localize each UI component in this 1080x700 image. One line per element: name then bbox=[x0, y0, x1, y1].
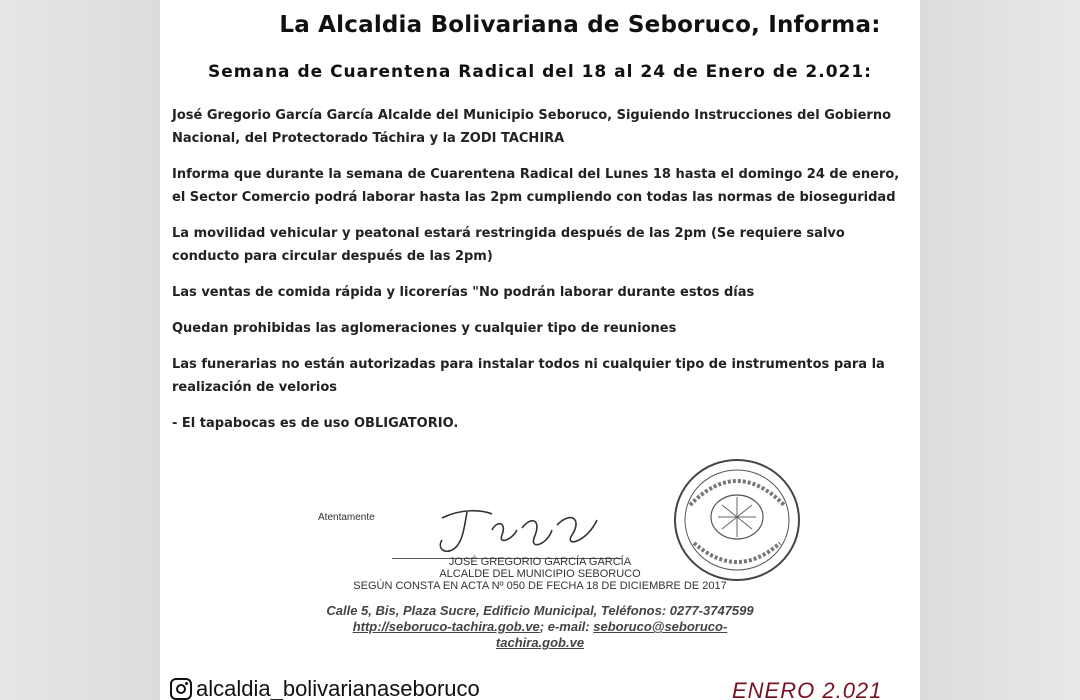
document-title: La Alcaldia Bolivariana de Seboruco, Informa: bbox=[279, 12, 881, 38]
paragraph-intro: José Gregorio García García Alcalde del Municipio Seboruco, Siguiendo Instrucciones del Gobierno Nacional, del Protectorado Táchira y la ZODI TACHIRA bbox=[172, 108, 892, 146]
paragraph-mobility: La movilidad vehicular y peatonal estará restringida después de las 2pm (Se requiere salvo conducto para circular después de las 2pm) bbox=[172, 226, 845, 264]
email-link-part1[interactable]: seboruco@seboruco- bbox=[593, 619, 728, 634]
acta-reference: SEGÚN CONSTA EN ACTA Nº 050 DE FECHA 18 DE DICIEMBRE DE 2017 bbox=[353, 580, 727, 592]
contact-block bbox=[230, 603, 850, 651]
signature-image bbox=[422, 500, 622, 560]
paragraph-food-sales: Las ventas de comida rápida y licorerías "No podrán laborar durante estos días bbox=[172, 285, 755, 300]
instagram-icon bbox=[170, 678, 192, 700]
instagram-handle: alcaldia_bolivarianaseboruco bbox=[196, 676, 480, 700]
background-left-panel bbox=[0, 0, 160, 700]
background-right-panel bbox=[920, 0, 1080, 700]
signatory-role: ALCALDE DEL MUNICIPIO SEBORUCO bbox=[439, 568, 641, 580]
closing-text: Atentamente bbox=[318, 512, 375, 523]
footer-date: ENERO 2.021 bbox=[732, 678, 883, 700]
signatory-name: JOSÉ GREGORIO GARCÍA GARCÍA bbox=[448, 556, 632, 568]
website-link[interactable]: http://seboruco-tachira.gob.ve bbox=[352, 619, 540, 634]
document-body bbox=[172, 104, 912, 448]
paragraph-funerals: Las funerarias no están autorizadas para instalar todos ni cualquier tipo de instrumentos para la realización de velorios bbox=[172, 357, 885, 395]
email-label: ; e-mail: bbox=[539, 619, 590, 634]
instagram-footer bbox=[170, 674, 480, 700]
email-link-part2[interactable]: tachira.gob.ve bbox=[495, 635, 585, 650]
web-email-line bbox=[230, 619, 850, 635]
paragraph-commerce: Informa que durante la semana de Cuarentena Radical del Lunes 18 hasta el domingo 24 de enero, el Sector Comercio podrá laborar hasta las 2pm cumpliendo con todas las normas de bioseguridad bbox=[172, 167, 900, 205]
paragraph-gatherings: Quedan prohibidas las aglomeraciones y cualquier tipo de reuniones bbox=[172, 321, 677, 336]
signatory-block bbox=[220, 556, 860, 592]
document-subtitle: Semana de Cuarentena Radical del 18 al 24 de Enero de 2.021: bbox=[208, 62, 872, 82]
address-line: Calle 5, Bis, Plaza Sucre, Edificio Municipal, Teléfonos: 0277-3747599 bbox=[326, 603, 754, 618]
announcement-document bbox=[160, 0, 920, 700]
paragraph-masks: - El tapabocas es de uso OBLIGATORIO. bbox=[172, 416, 459, 431]
